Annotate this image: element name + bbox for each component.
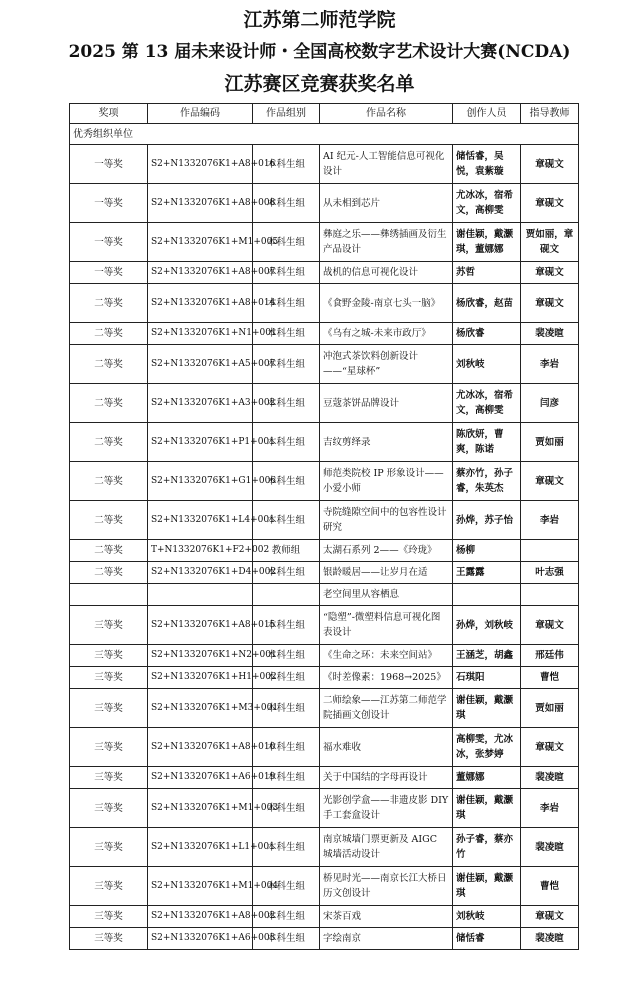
code-cell: S2+N1332076K1+P1+001: [148, 423, 253, 462]
title-cell: 彝庭之乐——彝绣插画及衍生产品设计: [320, 223, 453, 262]
award-cell: 三等奖: [70, 789, 148, 828]
award-cell: 二等奖: [70, 323, 148, 345]
table-row: [70, 462, 579, 501]
advisor-cell: 贾如丽: [521, 423, 579, 462]
section-row: [70, 124, 579, 145]
table-row: [70, 323, 579, 345]
advisor-cell: 章砚文: [521, 184, 579, 223]
group-cell: 本科生组: [253, 562, 320, 584]
title-cell: 光影创学盒——非遗皮影 DIY 手工套盒设计: [320, 789, 453, 828]
code-cell: S2+N1332076K1+A6+003: [148, 928, 253, 950]
group-cell: 本科生组: [253, 928, 320, 950]
award-cell: 三等奖: [70, 867, 148, 906]
advisor-cell: [521, 540, 579, 562]
table-row: [70, 562, 579, 584]
table-row: [70, 345, 579, 384]
title-cell: 师范类院校 IP 形象设计——小爱小师: [320, 462, 453, 501]
title-cell: 冲泡式茶饮料创新设计——“星球杯”: [320, 345, 453, 384]
creators-cell: 石琪阳: [453, 667, 521, 689]
group-cell: 本科生组: [253, 867, 320, 906]
group-cell: 本科生组: [253, 284, 320, 323]
group-cell: 本科生组: [253, 145, 320, 184]
award-cell: 二等奖: [70, 562, 148, 584]
award-cell: 三等奖: [70, 928, 148, 950]
creators-cell: 刘秋岐: [453, 906, 521, 928]
creators-cell: 杨欣睿: [453, 323, 521, 345]
advisor-cell: 贾如丽: [521, 689, 579, 728]
table-row: [70, 645, 579, 667]
award-cell: 三等奖: [70, 906, 148, 928]
table-row: [70, 501, 579, 540]
table-row: [70, 606, 579, 645]
title-cell: 福水难收: [320, 728, 453, 767]
group-cell: 本科生组: [253, 645, 320, 667]
code-cell: S2+N1332076K1+A6+019: [148, 767, 253, 789]
table-row: [70, 928, 579, 950]
award-cell: 一等奖: [70, 223, 148, 262]
advisor-cell: 章砚文: [521, 728, 579, 767]
title-cell: “隐塑”-微塑料信息可视化图表设计: [320, 606, 453, 645]
competition-title: 2025 第 13 届未来设计师・全国高校数字艺术设计大赛(NCDA): [68, 42, 571, 62]
award-cell: 三等奖: [70, 606, 148, 645]
title-cell: 宋茶百戏: [320, 906, 453, 928]
code-cell: S2+N1332076K1+A8+008: [148, 184, 253, 223]
advisor-cell: 李岩: [521, 789, 579, 828]
advisor-cell: 章砚文: [521, 606, 579, 645]
code-cell: [148, 584, 253, 606]
advisor-cell: 章砚文: [521, 262, 579, 284]
title-cell: 《乌有之城-未来市政厅》: [320, 323, 453, 345]
group-cell: 本科生组: [253, 728, 320, 767]
award-cell: 三等奖: [70, 728, 148, 767]
code-cell: S2+N1332076K1+A8+015: [148, 606, 253, 645]
code-cell: S2+N1332076K1+L1+001: [148, 828, 253, 867]
table-row: [70, 262, 579, 284]
column-header: 作品名称: [320, 104, 453, 124]
table-row: [70, 867, 579, 906]
title-cell: 关于中国结的字母再设计: [320, 767, 453, 789]
title-cell: AI 纪元-人工智能信息可视化设计: [320, 145, 453, 184]
title-cell: 桥见时光——南京长江大桥日历文创设计: [320, 867, 453, 906]
title-cell: 南京城墙门票更新及 AIGC 城墙活动设计: [320, 828, 453, 867]
advisor-cell: 闫彦: [521, 384, 579, 423]
title-cell: 二师绘象——江苏第二师范学院插画文创设计: [320, 689, 453, 728]
table-row: [70, 223, 579, 262]
creators-cell: 尤冰冰，宿希文，高柳雯: [453, 184, 521, 223]
award-cell: 三等奖: [70, 689, 148, 728]
award-cell: [70, 584, 148, 606]
group-cell: 本科生组: [253, 423, 320, 462]
creators-cell: 储恬睿: [453, 928, 521, 950]
title-cell: 吉纹剪绎录: [320, 423, 453, 462]
award-cell: 二等奖: [70, 462, 148, 501]
creators-cell: 董娜娜: [453, 767, 521, 789]
creators-cell: 谢佳颖，戴灏琪: [453, 689, 521, 728]
advisor-cell: 曹恺: [521, 667, 579, 689]
table-row: [70, 184, 579, 223]
creators-cell: 谢佳颖，戴灏琪: [453, 867, 521, 906]
advisor-cell: 裴凌暄: [521, 323, 579, 345]
code-cell: S2+N1332076K1+A5+007: [148, 345, 253, 384]
award-cell: 三等奖: [70, 767, 148, 789]
column-header: 作品组别: [253, 104, 320, 124]
group-cell: 本科生组: [253, 667, 320, 689]
advisor-cell: 邢廷伟: [521, 645, 579, 667]
award-cell: 三等奖: [70, 828, 148, 867]
group-cell: 本科生组: [253, 462, 320, 501]
code-cell: S2+N1332076K1+D4+002: [148, 562, 253, 584]
title-cell: 豆蔻茶饼品牌设计: [320, 384, 453, 423]
code-cell: S2+N1332076K1+G1+006: [148, 462, 253, 501]
table-row: [70, 906, 579, 928]
code-cell: S2+N1332076K1+M1+003: [148, 789, 253, 828]
creators-cell: 孙子睿，蔡亦竹: [453, 828, 521, 867]
creators-cell: 杨柳: [453, 540, 521, 562]
title-cell: 字绘南京: [320, 928, 453, 950]
creators-cell: 储恬睿，吴悦，袁紫璇: [453, 145, 521, 184]
award-cell: 一等奖: [70, 145, 148, 184]
table-header-row: [70, 104, 579, 124]
advisor-cell: 李岩: [521, 345, 579, 384]
creators-cell: 孙烨，刘秋岐: [453, 606, 521, 645]
award-cell: 二等奖: [70, 384, 148, 423]
table-row: [70, 789, 579, 828]
creators-cell: 杨欣睿，赵苗: [453, 284, 521, 323]
code-cell: S2+N1332076K1+A8+014: [148, 284, 253, 323]
group-cell: [253, 584, 320, 606]
creators-cell: 刘秋岐: [453, 345, 521, 384]
group-cell: 本科生组: [253, 184, 320, 223]
award-cell: 三等奖: [70, 645, 148, 667]
advisor-cell: 裴凌暄: [521, 828, 579, 867]
table-row: [70, 828, 579, 867]
code-cell: S2+N1332076K1+L4+001: [148, 501, 253, 540]
table-row: [70, 145, 579, 184]
award-cell: 二等奖: [70, 345, 148, 384]
group-cell: 本科生组: [253, 345, 320, 384]
table-row: [70, 667, 579, 689]
institution-title: 江苏第二师范学院: [243, 9, 396, 31]
table-row: [70, 423, 579, 462]
group-cell: 本科生组: [253, 223, 320, 262]
table-row: [70, 767, 579, 789]
column-header: 指导教师: [521, 104, 579, 124]
group-cell: 本科生组: [253, 262, 320, 284]
code-cell: S2+N1332076K1+A8+002: [148, 906, 253, 928]
code-cell: S2+N1332076K1+M1+005: [148, 223, 253, 262]
awards-table: [69, 103, 579, 950]
award-cell: 二等奖: [70, 540, 148, 562]
code-cell: S2+N1332076K1+H1+002: [148, 667, 253, 689]
award-cell: 二等奖: [70, 284, 148, 323]
advisor-cell: 章砚文: [521, 462, 579, 501]
title-cell: 从未相到芯片: [320, 184, 453, 223]
code-cell: S2+N1332076K1+N2+001: [148, 645, 253, 667]
creators-cell: 苏哲: [453, 262, 521, 284]
section-label: 优秀组织单位: [70, 124, 579, 145]
group-cell: 本科生组: [253, 501, 320, 540]
advisor-cell: 章砚文: [521, 145, 579, 184]
advisor-cell: 章砚文: [521, 284, 579, 323]
advisor-cell: 曹恺: [521, 867, 579, 906]
creators-cell: 王露露: [453, 562, 521, 584]
group-cell: 本科生组: [253, 906, 320, 928]
award-cell: 一等奖: [70, 184, 148, 223]
title-cell: 《生命之环：未来空间站》: [320, 645, 453, 667]
title-cell: 寺院缝隙空间中的包容性设计研究: [320, 501, 453, 540]
creators-cell: 蔡亦竹，孙子睿，朱英杰: [453, 462, 521, 501]
code-cell: S2+N1332076K1+M3+001: [148, 689, 253, 728]
advisor-cell: [521, 584, 579, 606]
title-cell: 战机的信息可视化设计: [320, 262, 453, 284]
creators-cell: 谢佳颖，戴灏琪，董娜娜: [453, 223, 521, 262]
table-row: [70, 384, 579, 423]
advisor-cell: 裴凌暄: [521, 767, 579, 789]
advisor-cell: 叶志强: [521, 562, 579, 584]
creators-cell: 孙烨，苏子怡: [453, 501, 521, 540]
creators-cell: 王涵芝，胡鑫: [453, 645, 521, 667]
column-header: 奖项: [70, 104, 148, 124]
title-cell: 《食野金陵-南京七头一脑》: [320, 284, 453, 323]
title-cell: 老空间里从容栖息: [320, 584, 453, 606]
award-cell: 二等奖: [70, 501, 148, 540]
group-cell: 本科生组: [253, 323, 320, 345]
title-cell: 太湖石系列 2——《玲珑》: [320, 540, 453, 562]
table-row: [70, 689, 579, 728]
group-cell: 本科生组: [253, 606, 320, 645]
code-cell: T+N1332076K1+F2+002: [148, 540, 253, 562]
group-cell: 本科生组: [253, 789, 320, 828]
code-cell: S2+N1332076K1+A3+002: [148, 384, 253, 423]
group-cell: 本科生组: [253, 828, 320, 867]
title-cell: 《时差像素：1968→2025》: [320, 667, 453, 689]
code-cell: S2+N1332076K1+N1+001: [148, 323, 253, 345]
column-header: 创作人员: [453, 104, 521, 124]
advisor-cell: 贾如丽，章砚文: [521, 223, 579, 262]
advisor-cell: 章砚文: [521, 906, 579, 928]
creators-cell: 谢佳颖，戴灏琪: [453, 789, 521, 828]
table-row: [70, 540, 579, 562]
table-row: [70, 584, 579, 606]
group-cell: 本科生组: [253, 767, 320, 789]
table-row: [70, 284, 579, 323]
title-block: [0, 0, 639, 100]
title-cell: 银龄暖居——让岁月在适: [320, 562, 453, 584]
creators-cell: 高柳雯，尤冰冰，张梦婷: [453, 728, 521, 767]
code-cell: S2+N1332076K1+A8+010: [148, 728, 253, 767]
award-cell: 一等奖: [70, 262, 148, 284]
creators-cell: 陈欣妍，曹爽，陈诺: [453, 423, 521, 462]
list-title: 江苏赛区竞赛获奖名单: [224, 73, 415, 95]
creators-cell: [453, 584, 521, 606]
column-header: 作品编码: [148, 104, 253, 124]
advisor-cell: 裴凌暄: [521, 928, 579, 950]
award-cell: 三等奖: [70, 667, 148, 689]
group-cell: 教师组: [253, 540, 320, 562]
group-cell: 本科生组: [253, 689, 320, 728]
award-cell: 二等奖: [70, 423, 148, 462]
group-cell: 本科生组: [253, 384, 320, 423]
code-cell: S2+N1332076K1+A8+016: [148, 145, 253, 184]
advisor-cell: 李岩: [521, 501, 579, 540]
code-cell: S2+N1332076K1+M1+004: [148, 867, 253, 906]
code-cell: S2+N1332076K1+A8+007: [148, 262, 253, 284]
table-row: [70, 728, 579, 767]
creators-cell: 尤冰冰，宿希文，高柳雯: [453, 384, 521, 423]
